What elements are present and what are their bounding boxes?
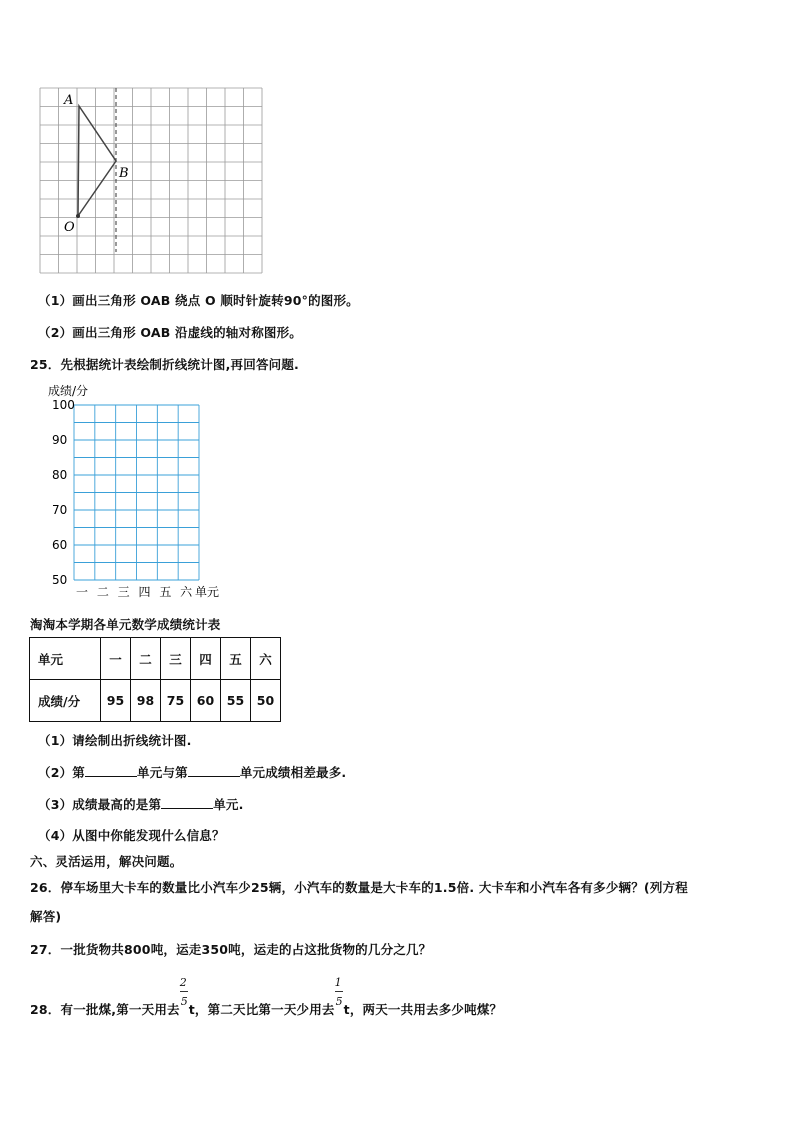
fraction-one-fifth: [334, 976, 344, 1014]
unit-cell: 六: [251, 638, 281, 680]
chart-x-tick: 五: [159, 585, 172, 599]
score-cell: 50: [251, 680, 281, 722]
q25-title: 25．先根据统计表绘制折线统计图,再回答问题.: [30, 357, 299, 372]
table-row: [30, 680, 281, 722]
chart-x-tick: 三: [117, 585, 130, 599]
point-o: [76, 214, 80, 218]
triangle-oab: [78, 106, 116, 216]
q26-line2: 解答): [30, 909, 62, 924]
score-cell: 55: [221, 680, 251, 722]
q28-text: [30, 976, 503, 1018]
section6-heading: 六、灵活运用，解决问题。: [30, 854, 183, 869]
unit-cell: 四: [191, 638, 221, 680]
label-o: O: [64, 220, 75, 235]
q25-part2-b: 单元与第: [137, 765, 188, 780]
q25-part2: [38, 763, 346, 781]
fraction-two-fifths: [179, 976, 189, 1014]
q24-part2: （2）画出三角形 OAB 沿虚线的轴对称图形。: [38, 325, 302, 340]
fraction-den: 5: [335, 995, 343, 1008]
table-row: [30, 638, 281, 680]
score-cell: 95: [101, 680, 131, 722]
chart-x-tick: 六: [180, 585, 193, 599]
unit-cell: 二: [131, 638, 161, 680]
chart-xlabel: 单元: [195, 585, 220, 599]
q25-part4: （4）从图中你能发现什么信息？: [38, 828, 225, 843]
row-label: 成绩/分: [30, 680, 101, 722]
table-title: 淘淘本学期各单元数学成绩统计表: [30, 617, 221, 632]
score-cell: 98: [131, 680, 161, 722]
header-label: 单元: [30, 638, 101, 680]
q25-part2-a: （2）第: [38, 765, 85, 780]
chart-y-tick: 100: [52, 398, 75, 412]
chart-y-tick: 50: [52, 573, 68, 587]
chart-x-tick: 四: [138, 585, 151, 599]
q25-part3-a: （3）成绩最高的是第: [38, 797, 162, 812]
q25-part2-c: 单元成绩相差最多.: [239, 765, 347, 780]
unit-cell: 三: [161, 638, 191, 680]
answer-blank[interactable]: [188, 764, 240, 777]
q28-a: 28．有一批煤,第一天用去: [30, 1002, 180, 1017]
fraction-num: 2: [179, 976, 187, 989]
chart-y-tick: 80: [52, 468, 68, 482]
q25-part3: [38, 795, 244, 813]
fraction-den: 5: [180, 995, 188, 1008]
q25-part1: （1）请绘制出折线统计图.: [38, 733, 192, 748]
line-chart-grid: [40, 380, 230, 602]
chart-y-tick: 90: [52, 433, 68, 447]
chart-y-tick: 60: [52, 538, 68, 552]
q27-text: 27．一批货物共800吨，运走350吨，运走的占这批货物的几分之几？: [30, 942, 432, 957]
q25-part3-b: 单元.: [213, 797, 244, 812]
q24-part1: （1）画出三角形 OAB 绕点 O 顺时针旋转90°的图形。: [38, 293, 359, 308]
triangle-grid-figure: [38, 86, 268, 276]
chart-y-ticks: [52, 398, 75, 587]
chart-y-tick: 70: [52, 503, 68, 517]
q26-line1: 26．停车场里大卡车的数量比小汽车少25辆，小汽车的数量是大卡车的1.5倍. 大卡车和小汽车各有多少辆？(列方程: [30, 880, 688, 895]
score-cell: 75: [161, 680, 191, 722]
score-cell: 60: [191, 680, 221, 722]
q28-unit1: t，第二天比第一天少用去: [188, 1002, 335, 1017]
unit-cell: 五: [221, 638, 251, 680]
label-a: A: [64, 93, 74, 108]
fraction-num: 1: [334, 976, 342, 989]
score-table: [29, 637, 281, 722]
chart-grid-lines: [74, 405, 199, 580]
triangle-grid-lines: [40, 88, 262, 273]
answer-blank[interactable]: [85, 764, 137, 777]
label-b: B: [119, 166, 129, 181]
chart-x-tick: 二: [96, 585, 109, 599]
chart-ylabel: 成绩/分: [48, 384, 89, 398]
answer-blank[interactable]: [161, 796, 213, 809]
chart-x-tick: 一: [76, 585, 89, 599]
q28-b: t，两天一共用去多少吨煤？: [343, 1002, 503, 1017]
unit-cell: 一: [101, 638, 131, 680]
chart-x-ticks: [76, 585, 193, 599]
